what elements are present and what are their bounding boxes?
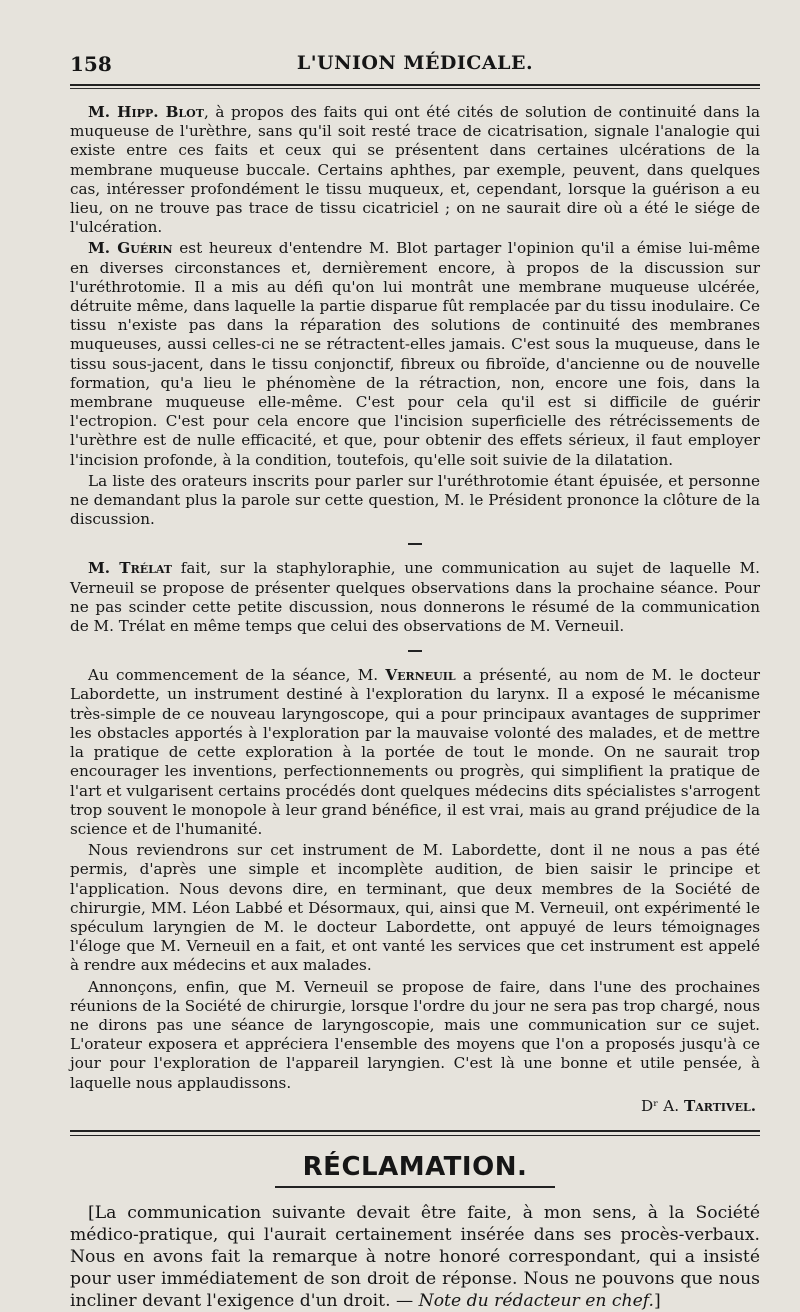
section-title: RÉCLAMATION.	[302, 1151, 528, 1182]
section-separator	[408, 543, 422, 545]
paragraph-guerin	[70, 239, 760, 469]
speaker-name: Verneuil	[385, 666, 456, 685]
paragraph-text: La liste des orateurs inscrits pour parler sur l'uréthrotomie étant épuisée, et personne ne demandant plus la parole sur cette question, M. le Président prononce la clôture de la discussion.	[70, 471, 760, 529]
paragraph-cloture	[70, 472, 760, 530]
paragraph-laryngoscope	[70, 666, 760, 839]
section-double-rule	[70, 1130, 760, 1136]
speaker-name: M. Hipp. Blot	[88, 103, 204, 121]
article-body	[70, 89, 760, 1312]
paragraph-reviendrons: Nous reviendrons sur cet instrument de M. Labordette, dont il ne nous a pas été permis, d'après une simple et incomplète audition, de bien saisir le principe et l'application. Nous devons dire, en terminant, que deux membres de la Société de chirurgie, MM. Léon Labbé et Désormaux, qui, ainsi que M. Verneuil, ont expérimenté le spéculum laryngien de M. le docteur Labordette, ont appuyé de leurs témoignages l'éloge que M. Verneuil en a fait, et ont vanté les services que cet instrument est appelé à rendre aux médecins et aux malades.	[70, 841, 760, 975]
paragraph-text: est heureux d'entendre M. Blot partager l'opinion qu'il a émise lui-même en diverses circonstances et, dernièrement encore, à propos de la discussion sur l'uréthrotomie. Il a mis au défi qu'on lui montrât une membrane muqueuse ulcérée, détruite même, dans laquelle la partie disparue fût remplacée par du tissu inodulaire. Ce tissu n'existe pas dans la réparation des solutions de continuité des membranes muqueuses, aussi celles-ci ne se rétractent-elles jamais. C'est sous la muqueuse, dans le tissu sous-jacent, dans le tissu conjonctif, fibreux ou fibroïde, d'ancienne ou de nouvelle formation, qu'a lieu le phénomène de la rétraction, non, encore une fois, dans la membrane muqueuse elle-même. C'est pour cela qu'il est si difficile de guérir l'ectropion. C'est pour cela encore que l'incision superficielle des rétrécissements de l'urèthre est de nulle efficacité, et que, pour obtenir des effets sérieux, il faut employer l'incision profonde, à la condition, toutefois, qu'elle soit suivie de la dilatation.	[70, 239, 761, 469]
paragraph-text: a présenté, au nom de M. le docteur Labordette, un instrument destiné à l'exploration du larynx. Il a exposé le mécanisme très-simple de ce nouveau laryngoscope, qui a pour principaux avantages de supprimer les obstacles apportés à l'exploration par la mauvaise volonté des malades, et de mettre la pratique de cette exploration à la portée de tout le monde. On ne saurait trop encourager les inventions, perfectionnements ou progrès, qui simplifient la pratique de l'art et vulgarisent certains procédés dont quelques médecins dits spécialistes s'arrogent trop souvent le monopole à leur grand bénéfice, il est vrai, mais au grand préjudice de la science et de l'humanité.	[70, 666, 760, 838]
paragraph-text: Au commencement de la séance, M.	[88, 666, 386, 685]
page-number: 158	[70, 52, 112, 76]
page-header	[70, 44, 760, 86]
speaker-name: M. Trélat	[88, 559, 172, 578]
editor-note: Note du rédacteur en chef.	[418, 1290, 654, 1311]
signature-name: Tartivel.	[683, 1096, 756, 1115]
signature-prefix: Dʳ A.	[641, 1096, 684, 1115]
paragraph-annoncons: Annonçons, enfin, que M. Verneuil se propose de faire, dans l'une des prochaines réunions de la Société de chirurgie, lorsque l'ordre du jour ne sera pas trop chargé, nous ne dirons pas une séance de laryngoscopie, mais une communication sur ce sujet. L'orateur exposera et appréciera l'ensemble des moyens que l'on a proposés jusqu'à ce jour pour l'exploration de l'appareil laryngien. C'est là une bonne et utile pensée, à laquelle nous applaudissons.	[70, 977, 760, 1092]
paragraph-blot	[70, 103, 760, 237]
paragraph-reclamation	[70, 1202, 760, 1312]
section-separator	[408, 650, 422, 652]
paragraph-text: [La communication suivante devait être faite, à mon sens, à la Société médico-pratique, qui l'aurait certainement insérée dans ses procès-verbaux. Nous en avons fait la remarque à notre honoré correspondant, qui a insisté pour user immédiatement de son droit de réponse. Nous ne pouvons que nous incliner devant l'exigence d'un droit. —	[70, 1202, 760, 1311]
speaker-name: M. Guérin	[88, 239, 173, 258]
closing-bracket: ]	[654, 1290, 661, 1311]
paragraph-text: , à propos des faits qui ont été cités de solution de continuité dans la muqueuse de l'urèthre, sans qu'il soit resté trace de cicatrisation, signale l'analogie qui existe entre ces faits et ceux qui se présentent dans certaines ulcérations de la membrane muqueuse buccale. Certains aphthes, par exemple, peuvent, dans quelques cas, intéresser profondément le tissu muqueux, et, cependant, lorsque la guérison a eu lieu, on ne trouve pas trace de tissu cicatriciel ; on ne saurait dire où a été le siége de l'ulcération.	[70, 103, 760, 237]
paragraph-trelat	[70, 559, 760, 636]
signature	[70, 1097, 760, 1116]
title-underline	[275, 1186, 555, 1188]
running-title: L'UNION MÉDICALE.	[296, 52, 534, 74]
paragraph-text: fait, sur la staphyloraphie, une communication au sujet de laquelle M. Verneuil se propose de présenter quelques observations dans la prochaine séance. Pour ne pas scinder cette petite discussion, nous donnerons le résumé de la communication de M. Trélat en même temps que celui des observations de M. Verneuil.	[70, 559, 760, 636]
